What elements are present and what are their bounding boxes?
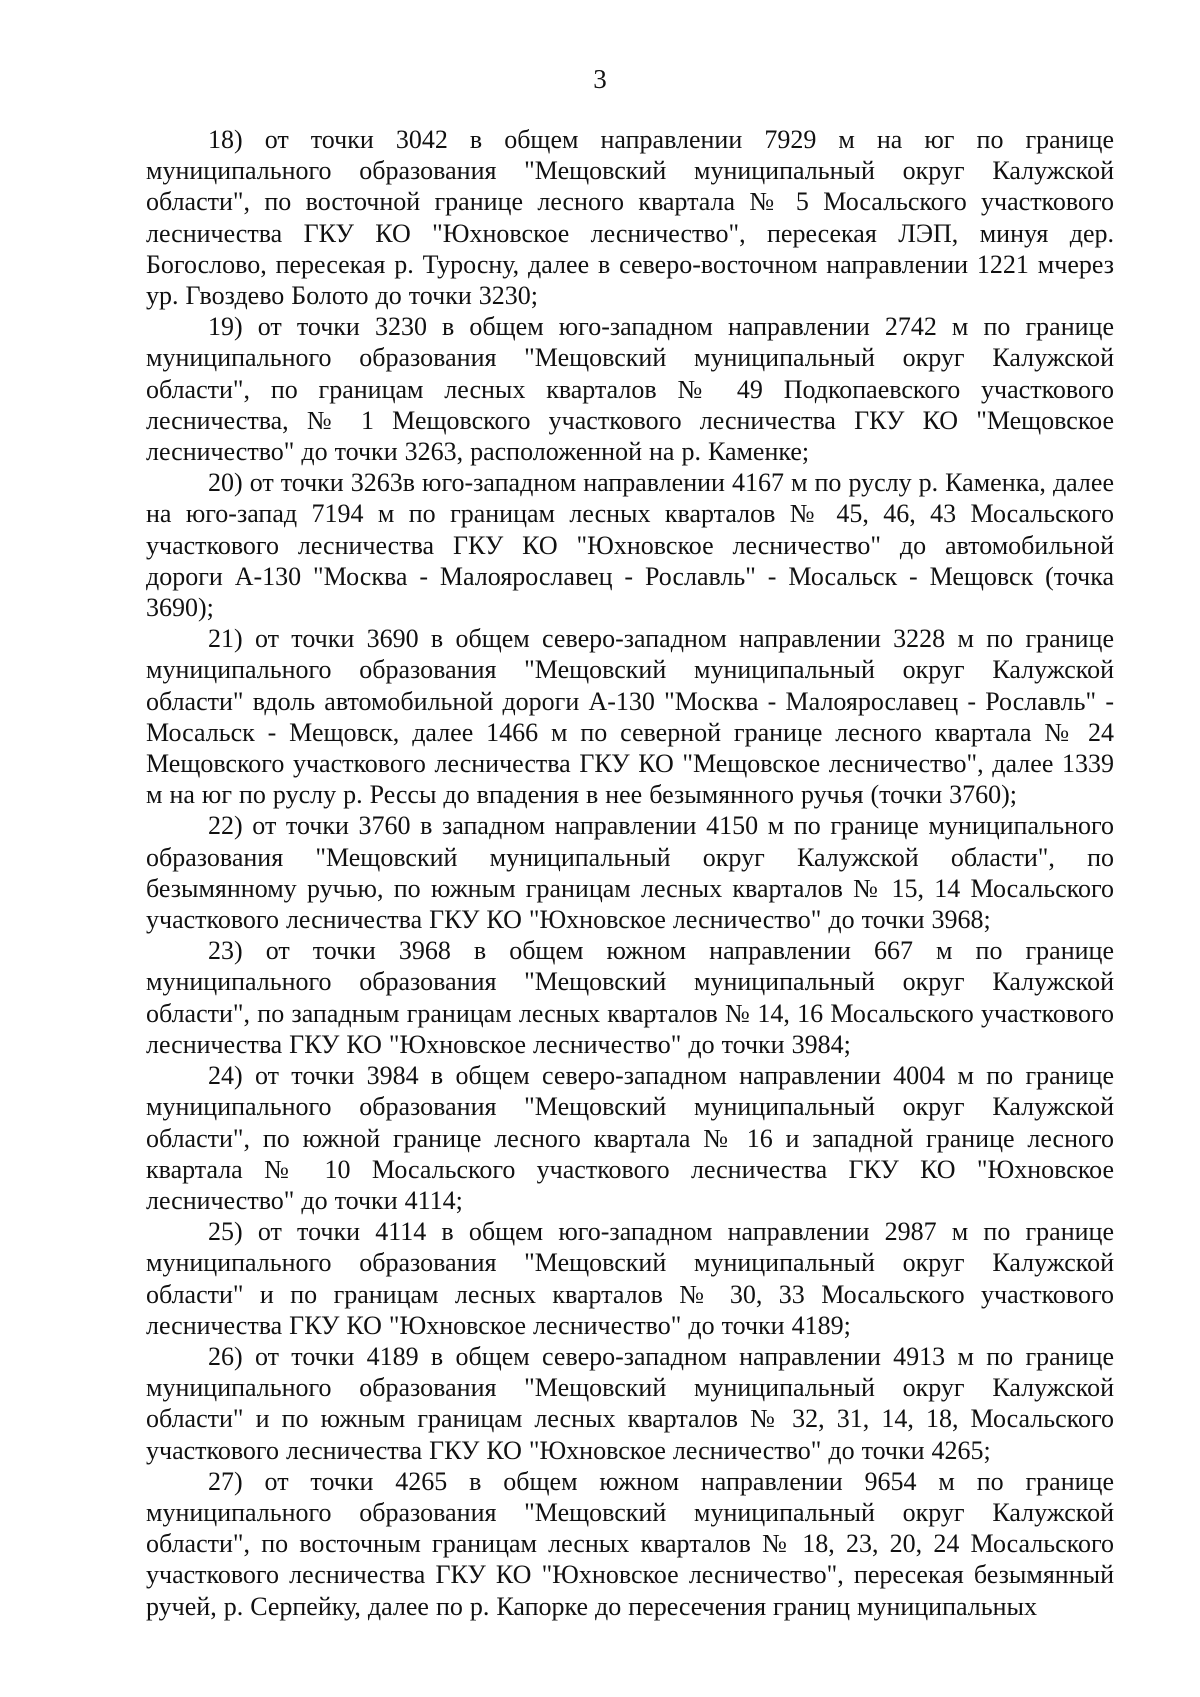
paragraph-19: 19) от точки 3230 в общем юго-западном направлении 2742 м по границе муниципального образования "Мещовский муниципальный округ Калужской области", по границам лесных кварталов № 49 Подкопаевского участкового лесничества, № 1 Мещовского участкового лесничества ГКУ КО "Мещовское лесничество" до точки 3263, расположенной на р. Каменке;: [146, 312, 1114, 467]
paragraph-22: 22) от точки 3760 в западном направлении 4150 м по границе муниципального образования "Мещовский муниципальный округ Калужской области", по безымянному ручью, по южным границам лесных кварталов № 15, 14 Мосальского участкового лесничества ГКУ КО "Юхновское лесничество" до точки 3968;: [146, 811, 1114, 935]
paragraph-18: 18) от точки 3042 в общем направлении 7929 м на юг по границе муниципального образования "Мещовский муниципальный округ Калужской области", по восточной границе лесного квартала № 5 Мосальского участкового лесничества ГКУ КО "Юхновское лесничество", пересекая ЛЭП, минуя дер. Богослово, пересекая р. Туросну, далее в северо-восточном направлении 1221 мчерез ур. Гвоздево Болото до точки 3230;: [146, 125, 1114, 311]
page-number: 3: [593, 64, 607, 94]
paragraph-26: 26) от точки 4189 в общем северо-западном направлении 4913 м по границе муниципального образования "Мещовский муниципальный округ Калужской области" и по южным границам лесных кварталов № 32, 31, 14, 18, Мосальского участкового лесничества ГКУ КО "Юхновское лесничество" до точки 4265;: [146, 1341, 1114, 1465]
paragraph-24: 24) от точки 3984 в общем северо-западном направлении 4004 м по границе муниципального образования "Мещовский муниципальный округ Калужской области", по южной границе лесного квартала № 16 и западной границе лесного квартала № 10 Мосальского участкового лесничества ГКУ КО "Юхновское лесничество" до точки 4114;: [146, 1061, 1114, 1215]
document-body: [146, 124, 1114, 1622]
paragraph-27: 27) от точки 4265 в общем южном направлении 9654 м по границе муниципального образования "Мещовский муниципальный округ Калужской области", по восточным границам лесных кварталов № 18, 23, 20, 24 Мосальского участкового лесничества ГКУ КО "Юхновское лесничество", пересекая безымянный ручей, р. Серпейку, далее по р. Капорке до пересечения границ муниципальных: [146, 1466, 1114, 1621]
paragraph-23: 23) от точки 3968 в общем южном направлении 667 м по границе муниципального образования "Мещовский муниципальный округ Калужской области", по западным границам лесных кварталов № 14, 16 Мосальского участкового лесничества ГКУ КО "Юхновское лесничество" до точки 3984;: [146, 936, 1114, 1059]
paragraph-20: 20) от точки 3263в юго-западном направлении 4167 м по руслу р. Каменка, далее на юго-запад 7194 м по границам лесных кварталов № 45, 46, 43 Мосальского участкового лесничества ГКУ КО "Юхновское лесничество" до автомобильной дороги А-130 "Москва - Малоярославец - Рославль" - Мосальск - Мещовск (точка 3690);: [146, 468, 1114, 623]
paragraph-21: 21) от точки 3690 в общем северо-западном направлении 3228 м по границе муниципального образования "Мещовский муниципальный округ Калужской области" вдоль автомобильной дороги А-130 "Москва - Малоярославец - Рославль" - Мосальск - Мещовск, далее 1466 м по северной границе лесного квартала № 24 Мещовского участкового лесничества ГКУ КО "Мещовское лесничество", далее 1339 м на юг по руслу р. Рессы до впадения в нее безымянного ручья (точки 3760);: [146, 624, 1114, 810]
paragraph-25: 25) от точки 4114 в общем юго-западном направлении 2987 м по границе муниципального образования "Мещовский муниципальный округ Калужской области" и по границам лесных кварталов № 30, 33 Мосальского участкового лесничества ГКУ КО "Юхновское лесничество" до точки 4189;: [146, 1217, 1114, 1340]
